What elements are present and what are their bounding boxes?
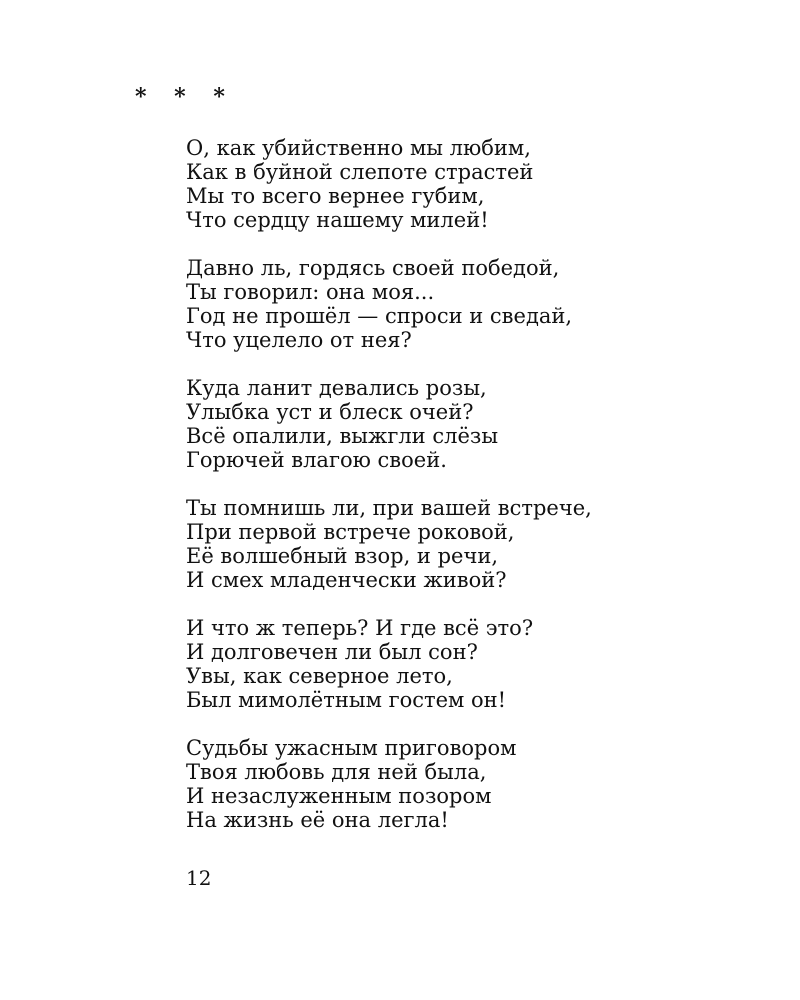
poem-line: Что сердцу нашему милей!	[186, 208, 489, 232]
poem-line: Всё опалили, выжгли слёзы	[186, 424, 499, 448]
poem-line: На жизнь её она легла!	[186, 808, 449, 832]
poem-line: О, как убийственно мы любим,	[186, 136, 531, 160]
stanza-1	[186, 136, 786, 232]
poem-line: Куда ланит девались розы,	[186, 376, 487, 400]
poem-line: Улыбка уст и блеск очей?	[186, 400, 474, 424]
poem-line: Твоя любовь для ней была,	[186, 760, 487, 784]
stanza-6	[186, 736, 786, 832]
stanza-4	[186, 496, 786, 592]
poem-line: И смех младенчески живой?	[186, 568, 507, 592]
poem-line: Увы, как северное лето,	[186, 664, 453, 688]
page-number: 12	[186, 866, 212, 890]
poem-line: Что уцелело от нея?	[186, 328, 412, 352]
poem-line: Ты помнишь ли, при вашей встрече,	[186, 496, 592, 520]
poem-line: Судьбы ужасным приговором	[186, 736, 517, 760]
poem-line: Был мимолётным гостем он!	[186, 688, 507, 712]
poem-line: Мы то всего вернее губим,	[186, 184, 485, 208]
poem-line: И незаслуженным позором	[186, 784, 492, 808]
poem-line: Её волшебный взор, и речи,	[186, 544, 499, 568]
poem-line: И что ж теперь? И где всё это?	[186, 616, 534, 640]
stanza-2	[186, 256, 786, 352]
poem-body	[186, 136, 786, 856]
stanza-5	[186, 616, 786, 712]
poem-line: И долговечен ли был сон?	[186, 640, 478, 664]
poem-line: Давно ль, гордясь своей победой,	[186, 256, 560, 280]
stanza-3	[186, 376, 786, 472]
asterism-divider: * * *	[135, 84, 235, 110]
poem-line: Год не прошёл — спроси и сведай,	[186, 304, 573, 328]
poem-line: Горючей влагою своей.	[186, 448, 447, 472]
poem-line: Ты говорил: она моя...	[186, 280, 435, 304]
poem-line: При первой встрече роковой,	[186, 520, 515, 544]
poem-line: Как в буйной слепоте страстей	[186, 160, 534, 184]
